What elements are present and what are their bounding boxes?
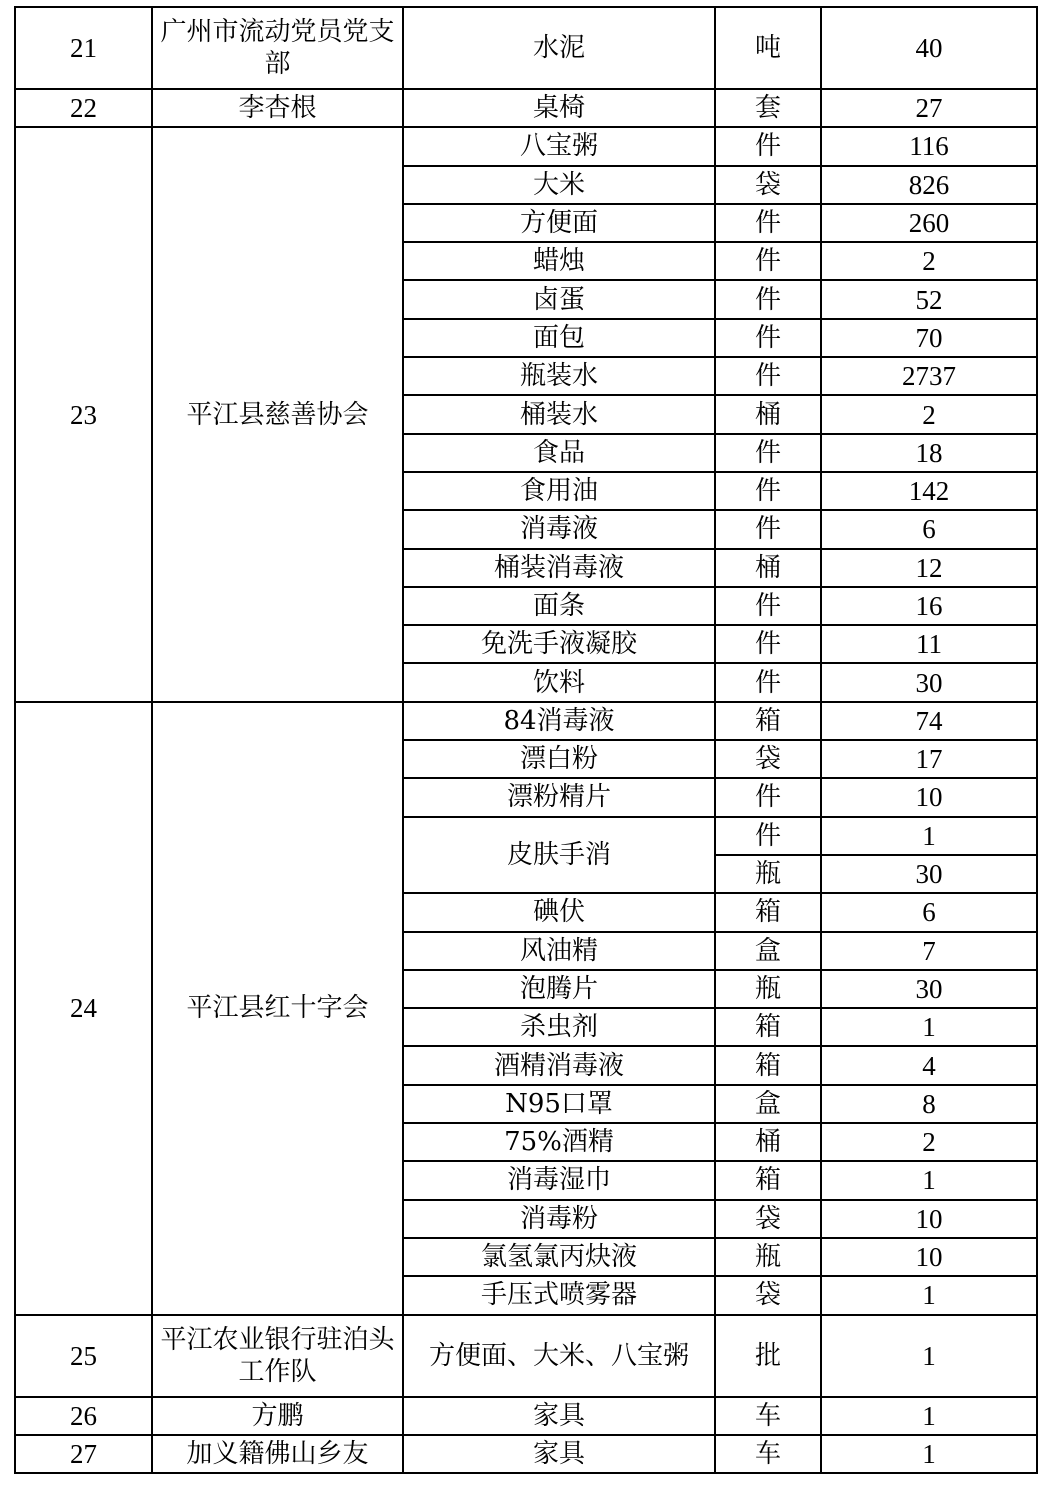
quantity-cell: 142 bbox=[821, 472, 1037, 510]
unit-cell: 件 bbox=[715, 357, 821, 395]
quantity-cell: 1 bbox=[821, 1008, 1037, 1046]
item-name-cell: 桶装水 bbox=[403, 395, 715, 433]
unit-cell: 袋 bbox=[715, 1200, 821, 1238]
unit-cell: 箱 bbox=[715, 702, 821, 740]
item-name-cell: 面包 bbox=[403, 319, 715, 357]
item-name-cell: 泡腾片 bbox=[403, 970, 715, 1008]
donation-table bbox=[14, 6, 1038, 1474]
quantity-cell: 74 bbox=[821, 702, 1037, 740]
quantity-cell: 7 bbox=[821, 932, 1037, 970]
unit-cell: 箱 bbox=[715, 1161, 821, 1199]
quantity-cell: 2 bbox=[821, 242, 1037, 280]
unit-cell: 件 bbox=[715, 663, 821, 701]
quantity-cell: 30 bbox=[821, 970, 1037, 1008]
unit-cell: 件 bbox=[715, 242, 821, 280]
unit-cell: 盒 bbox=[715, 932, 821, 970]
item-name-cell: 面条 bbox=[403, 587, 715, 625]
item-name-cell: 食用油 bbox=[403, 472, 715, 510]
unit-cell: 箱 bbox=[715, 1008, 821, 1046]
unit-cell: 桶 bbox=[715, 395, 821, 433]
unit-cell: 套 bbox=[715, 89, 821, 127]
unit-cell: 袋 bbox=[715, 166, 821, 204]
unit-cell: 箱 bbox=[715, 893, 821, 931]
item-name-cell: 皮肤手消 bbox=[403, 817, 715, 894]
quantity-cell: 1 bbox=[821, 1276, 1037, 1314]
serial-number-cell: 26 bbox=[15, 1397, 152, 1435]
table-row bbox=[15, 7, 1037, 89]
unit-cell: 件 bbox=[715, 510, 821, 548]
quantity-cell: 40 bbox=[821, 7, 1037, 89]
serial-number-cell: 22 bbox=[15, 89, 152, 127]
quantity-cell: 1 bbox=[821, 1435, 1037, 1473]
serial-number-cell: 23 bbox=[15, 127, 152, 701]
table-row bbox=[15, 1315, 1037, 1397]
quantity-cell: 27 bbox=[821, 89, 1037, 127]
item-name-cell: N95口罩 bbox=[403, 1085, 715, 1123]
table-row bbox=[15, 89, 1037, 127]
serial-number-cell: 27 bbox=[15, 1435, 152, 1473]
serial-number-cell: 25 bbox=[15, 1315, 152, 1397]
item-name-cell: 瓶装水 bbox=[403, 357, 715, 395]
quantity-cell: 6 bbox=[821, 510, 1037, 548]
donor-cell: 广州市流动党员党支部 bbox=[152, 7, 403, 89]
item-name-cell: 手压式喷雾器 bbox=[403, 1276, 715, 1314]
item-name-cell: 方便面 bbox=[403, 204, 715, 242]
donor-cell: 平江县红十字会 bbox=[152, 702, 403, 1315]
donation-table-body bbox=[15, 7, 1037, 1473]
serial-number-cell: 21 bbox=[15, 7, 152, 89]
table-row bbox=[15, 1397, 1037, 1435]
item-name-cell: 方便面、大米、八宝粥 bbox=[403, 1315, 715, 1397]
quantity-cell: 10 bbox=[821, 778, 1037, 816]
quantity-cell: 6 bbox=[821, 893, 1037, 931]
item-name-cell: 漂白粉 bbox=[403, 740, 715, 778]
quantity-cell: 10 bbox=[821, 1238, 1037, 1276]
unit-cell: 吨 bbox=[715, 7, 821, 89]
item-name-cell: 消毒湿巾 bbox=[403, 1161, 715, 1199]
table-row bbox=[15, 127, 1037, 165]
item-name-cell: 免洗手液凝胶 bbox=[403, 625, 715, 663]
item-name-cell: 碘伏 bbox=[403, 893, 715, 931]
unit-cell: 件 bbox=[715, 778, 821, 816]
quantity-cell: 30 bbox=[821, 663, 1037, 701]
item-name-cell: 氯氢氯丙炔液 bbox=[403, 1238, 715, 1276]
unit-cell: 批 bbox=[715, 1315, 821, 1397]
unit-cell: 瓶 bbox=[715, 1238, 821, 1276]
unit-cell: 瓶 bbox=[715, 855, 821, 893]
table-row bbox=[15, 1435, 1037, 1473]
table-row bbox=[15, 702, 1037, 740]
unit-cell: 件 bbox=[715, 817, 821, 855]
quantity-cell: 116 bbox=[821, 127, 1037, 165]
donor-cell: 李杏根 bbox=[152, 89, 403, 127]
unit-cell: 件 bbox=[715, 280, 821, 318]
item-name-cell: 消毒粉 bbox=[403, 1200, 715, 1238]
item-name-cell: 84消毒液 bbox=[403, 702, 715, 740]
quantity-cell: 11 bbox=[821, 625, 1037, 663]
unit-cell: 桶 bbox=[715, 549, 821, 587]
item-name-cell: 家具 bbox=[403, 1435, 715, 1473]
item-name-cell: 漂粉精片 bbox=[403, 778, 715, 816]
unit-cell: 盒 bbox=[715, 1085, 821, 1123]
quantity-cell: 1 bbox=[821, 1315, 1037, 1397]
item-name-cell: 消毒液 bbox=[403, 510, 715, 548]
quantity-cell: 30 bbox=[821, 855, 1037, 893]
quantity-cell: 260 bbox=[821, 204, 1037, 242]
unit-cell: 桶 bbox=[715, 1123, 821, 1161]
item-name-cell: 酒精消毒液 bbox=[403, 1046, 715, 1084]
unit-cell: 车 bbox=[715, 1435, 821, 1473]
quantity-cell: 12 bbox=[821, 549, 1037, 587]
item-name-cell: 75%酒精 bbox=[403, 1123, 715, 1161]
unit-cell: 件 bbox=[715, 587, 821, 625]
unit-cell: 件 bbox=[715, 204, 821, 242]
item-name-cell: 八宝粥 bbox=[403, 127, 715, 165]
unit-cell: 件 bbox=[715, 319, 821, 357]
serial-number-cell: 24 bbox=[15, 702, 152, 1315]
quantity-cell: 16 bbox=[821, 587, 1037, 625]
donor-cell: 平江农业银行驻泊头工作队 bbox=[152, 1315, 403, 1397]
unit-cell: 件 bbox=[715, 434, 821, 472]
quantity-cell: 10 bbox=[821, 1200, 1037, 1238]
quantity-cell: 826 bbox=[821, 166, 1037, 204]
item-name-cell: 家具 bbox=[403, 1397, 715, 1435]
unit-cell: 车 bbox=[715, 1397, 821, 1435]
quantity-cell: 1 bbox=[821, 1161, 1037, 1199]
donor-cell: 方鹏 bbox=[152, 1397, 403, 1435]
quantity-cell: 2 bbox=[821, 395, 1037, 433]
quantity-cell: 8 bbox=[821, 1085, 1037, 1123]
unit-cell: 件 bbox=[715, 625, 821, 663]
item-name-cell: 杀虫剂 bbox=[403, 1008, 715, 1046]
quantity-cell: 4 bbox=[821, 1046, 1037, 1084]
item-name-cell: 桶装消毒液 bbox=[403, 549, 715, 587]
quantity-cell: 17 bbox=[821, 740, 1037, 778]
quantity-cell: 1 bbox=[821, 817, 1037, 855]
item-name-cell: 饮料 bbox=[403, 663, 715, 701]
unit-cell: 瓶 bbox=[715, 970, 821, 1008]
quantity-cell: 1 bbox=[821, 1397, 1037, 1435]
item-name-cell: 风油精 bbox=[403, 932, 715, 970]
unit-cell: 件 bbox=[715, 472, 821, 510]
quantity-cell: 18 bbox=[821, 434, 1037, 472]
unit-cell: 件 bbox=[715, 127, 821, 165]
unit-cell: 箱 bbox=[715, 1046, 821, 1084]
item-name-cell: 大米 bbox=[403, 166, 715, 204]
quantity-cell: 70 bbox=[821, 319, 1037, 357]
quantity-cell: 2737 bbox=[821, 357, 1037, 395]
item-name-cell: 食品 bbox=[403, 434, 715, 472]
unit-cell: 袋 bbox=[715, 1276, 821, 1314]
item-name-cell: 卤蛋 bbox=[403, 280, 715, 318]
quantity-cell: 2 bbox=[821, 1123, 1037, 1161]
item-name-cell: 蜡烛 bbox=[403, 242, 715, 280]
donor-cell: 平江县慈善协会 bbox=[152, 127, 403, 701]
unit-cell: 袋 bbox=[715, 740, 821, 778]
item-name-cell: 水泥 bbox=[403, 7, 715, 89]
donor-cell: 加义籍佛山乡友 bbox=[152, 1435, 403, 1473]
item-name-cell: 桌椅 bbox=[403, 89, 715, 127]
quantity-cell: 52 bbox=[821, 280, 1037, 318]
